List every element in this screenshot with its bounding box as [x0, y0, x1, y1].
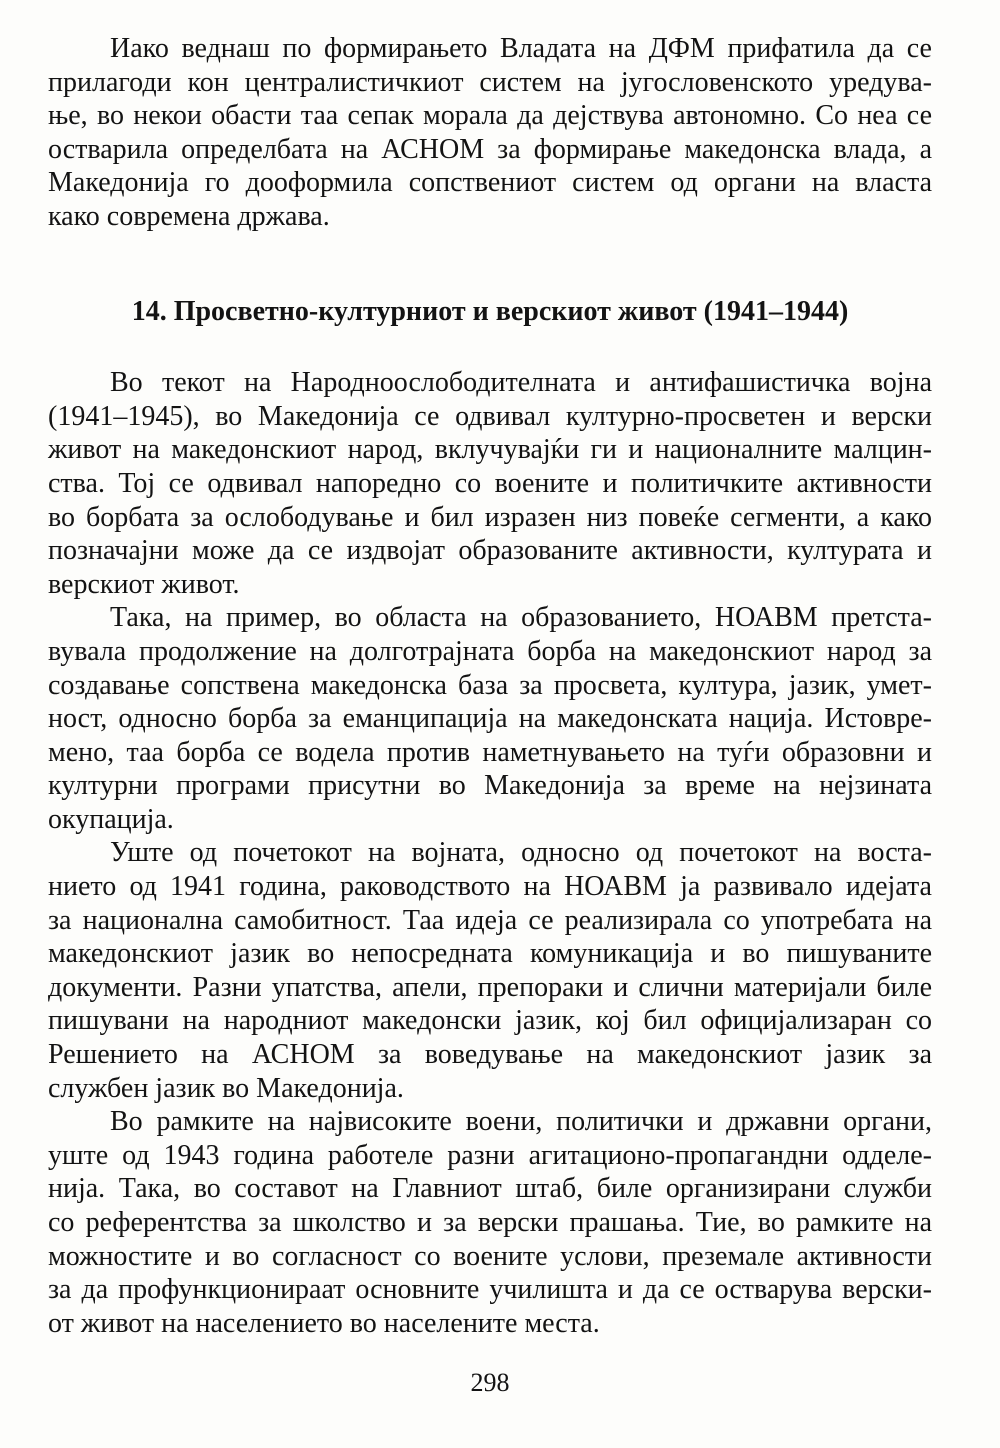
text-line: остварила определбата на АСНОМ за формирање македонска влада, а [48, 133, 932, 165]
paragraph [48, 32, 932, 234]
text-line: културни програми присутни во Македонија за време на нејзината [48, 770, 932, 802]
text-line: создавање сопствена македонска база за просвета, култура, јазик, умет- [48, 669, 932, 701]
page-number: 298 [470, 1368, 510, 1397]
text-line: верскиот живот. [48, 568, 240, 600]
text-line: ње, во некои обасти таа сепак морала да дејствува автономно. Со неа се [48, 100, 932, 132]
text-line: ност, односно борба за еманципација на македонската нација. Истовре- [48, 703, 932, 735]
text-line: службен јазик во Македонија. [48, 1072, 404, 1104]
text-line: Иако веднаш по формирањето Владата на ДФМ прифатила да се [110, 33, 932, 64]
text-line: позначајни може да се издвојат образованите активности, културата и [48, 535, 932, 567]
paragraph [48, 1105, 932, 1340]
text-line: уште од 1943 година работеле разни агитационо-пропагандни одделе- [48, 1139, 932, 1171]
text-line: вувала продолжение на долготрајната борба на македонскиот народ за [48, 635, 932, 667]
text-line: со референтства за школство и за верски прашања. Тие, во рамките на [48, 1207, 932, 1238]
text-line: ства. Тој се одвивал напоредно со воените и политичките активности [48, 467, 932, 499]
text-line: Во рамките на највисоките воени, политички и државни органи, [110, 1106, 932, 1138]
text-line: от живот на населението во населените места. [48, 1307, 600, 1339]
text-line: македонскиот јазик во непосредната комуникација и во пишуваните [48, 938, 932, 970]
text-line: живот на македонскиот народ, вклучувајќи ги и националните малцин- [48, 434, 932, 466]
text-line: можностите и во согласност со воените услови, преземале активности [48, 1240, 932, 1272]
text-line: како современа држава. [48, 200, 330, 232]
text-block [48, 32, 932, 1340]
text-line: мено, таа борба се водела против наметнувањето на туѓи образовни и [48, 736, 932, 768]
text-line: Македонија го дооформила сопствениот систем од органи на власта [48, 167, 932, 199]
text-line: во борбата за ослободување и бил изразен низ повеќе сегменти, а како [48, 501, 932, 533]
text-line: Така, на пример, во областа на образованието, НОАВМ претста- [110, 602, 932, 634]
paragraph [48, 836, 932, 1105]
paragraph [48, 601, 932, 836]
text-line: документи. Разни упатства, апели, препораки и слични материјали биле [48, 971, 932, 1003]
text-line: Уште од почетокот на војната, односно од почетокот на воста- [110, 837, 932, 869]
text-line: нието од 1941 година, раководството на НОАВМ ја развивало идејата [48, 871, 932, 903]
text-line: прилагоди кон централистичкиот систем на југословенското уредува- [48, 66, 932, 98]
paragraph [48, 366, 932, 601]
text-line: Решението на АСНОМ за воведување на македонскиот јазик за [48, 1039, 932, 1071]
text-line: нија. Така, во составот на Главниот штаб, биле организирани служби [48, 1173, 932, 1205]
text-line: за национална самобитност. Таа идеја се реализирала со употребата на [48, 904, 932, 936]
text-line: окупација. [48, 803, 174, 835]
section-heading: 14. Просветно-културниот и верскиот живот (1941–1944) [131, 295, 849, 327]
text-line: за да профункционираат основните училишта и да се остварува верски- [48, 1274, 932, 1306]
text-line: Во текот на Народноослободителната и антифашистичка војна [110, 367, 932, 399]
text-line: (1941–1945), во Македонија се одвивал културно-просветен и верски [48, 400, 932, 432]
text-line: пишувани на народниот македонски јазик, кој бил официјализаран со [48, 1005, 932, 1037]
